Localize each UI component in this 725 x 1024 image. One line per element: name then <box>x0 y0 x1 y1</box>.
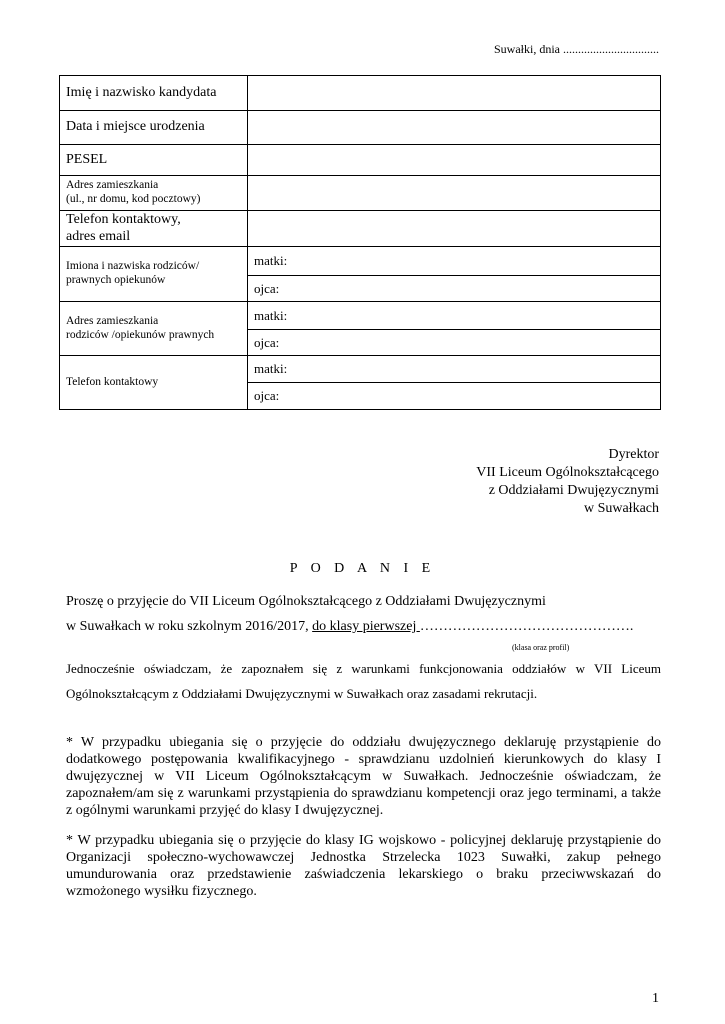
document-title: P O D A N I E <box>289 561 436 576</box>
label-parents-names <box>60 247 248 302</box>
row-pesel <box>60 145 661 176</box>
row-full-name <box>60 76 661 111</box>
row-birth <box>60 111 661 145</box>
page-number: 1 <box>652 991 659 1006</box>
class-underlined: do klasy pierwszej <box>312 619 420 634</box>
label-contact-line2: adres email <box>66 228 131 244</box>
field-parents-phone-father[interactable]: ojca: <box>248 383 661 410</box>
field-contact[interactable] <box>248 211 661 247</box>
row-parents-address-mother <box>60 302 661 330</box>
addressee-line4: w Suwałkach <box>583 501 659 516</box>
row-parents-names-mother <box>60 247 661 276</box>
field-parents-address-mother[interactable]: matki: <box>248 302 661 330</box>
field-parents-names-mother[interactable]: matki: <box>248 247 661 276</box>
label-contact-line1: Telefon kontaktowy, <box>66 211 181 227</box>
label-pesel: PESEL <box>60 145 248 176</box>
label-contact <box>60 211 248 247</box>
request-line2-start: w Suwałkach w roku szkolnym 2016/2017, <box>66 619 313 634</box>
label-birth: Data i miejsce urodzenia <box>60 111 248 145</box>
addressee-line2: VII Liceum Ogólnokształcącego <box>476 465 659 480</box>
request-line2 <box>66 619 661 635</box>
field-parents-names-father[interactable]: ojca: <box>248 276 661 302</box>
note-bilingual: * W przypadku ubiegania się o przyjęcie do oddziału dwujęzycznego deklaruję przystąpienie do dodatkowego postępowania kwalifikacyjnego - sprawdzianu uzdolnień kierunkowych do klasy I dwujęzycznej w VII Liceum Ogólnokształcącym w Suwałkach. Jednocześnie oświadczam, że zapoznałem/am się z warunkami przystąpienia do sprawdzianu kompetencji oraz jego terminami, a także z ogólnymi warunkami przyjęć do klasy I dwujęzycznej. <box>66 735 661 818</box>
applicant-form-table <box>59 75 661 410</box>
request-line1: Proszę o przyjęcie do VII Liceum Ogólnokształcącego z Oddziałami Dwujęzycznymi <box>66 594 546 609</box>
declaration-line2: Ogólnokształcącym z Oddziałami Dwujęzycznymi w Suwałkach oraz zasadami rekrutacji. <box>66 686 538 701</box>
field-address[interactable] <box>248 176 661 211</box>
date-line: Suwałki, dnia ................................ <box>494 42 659 56</box>
field-pesel[interactable] <box>248 145 661 176</box>
class-caption: (klasa oraz profil) <box>512 643 570 652</box>
label-address-line1: Adres zamieszkania <box>66 179 159 192</box>
field-full-name[interactable] <box>248 76 661 111</box>
label-parents-names-line2: prawnych opiekunów <box>66 274 166 286</box>
field-parents-address-father[interactable]: ojca: <box>248 330 661 356</box>
label-address <box>60 176 248 211</box>
note-military-police: * W przypadku ubiegania się o przyjęcie do klasy IG wojskowo - policyjnej deklaruję przystąpienie do Organizacji społeczno-wychowawczej Jednostka Strzelecka 1023 Suwałki, zakup pełnego umundurowania oraz przedstawienie zaświadczenia lekarskiego o braku przeciwwskazań do wzmożonego wysiłku fizycznego. <box>66 833 661 899</box>
addressee-line3: z Oddziałami Dwujęzycznymi <box>488 483 659 498</box>
label-full-name: Imię i nazwisko kandydata <box>60 76 248 111</box>
row-contact <box>60 211 661 247</box>
addressee-line1: Dyrektor <box>608 447 659 462</box>
addressee-block <box>476 446 659 518</box>
declaration-line1: Jednocześnie oświadczam, że zapoznałem się z warunkami funkcjonowania oddziałów w VII Liceum <box>66 661 661 676</box>
label-parents-address-line1: Adres zamieszkania <box>66 314 159 327</box>
field-parents-phone-mother[interactable]: matki: <box>248 356 661 383</box>
label-parents-names-line1: Imiona i nazwiska rodziców/ <box>66 260 200 273</box>
field-birth[interactable] <box>248 111 661 145</box>
class-dots[interactable]: ………………………………………. <box>419 619 634 634</box>
row-address <box>60 176 661 211</box>
label-address-line2: (ul., nr domu, kod pocztowy) <box>66 193 201 205</box>
label-parents-phone: Telefon kontaktowy <box>60 356 248 410</box>
row-parents-phone-mother <box>60 356 661 383</box>
label-parents-address-line2: rodziców /opiekunów prawnych <box>66 328 215 341</box>
label-parents-address <box>60 302 248 356</box>
